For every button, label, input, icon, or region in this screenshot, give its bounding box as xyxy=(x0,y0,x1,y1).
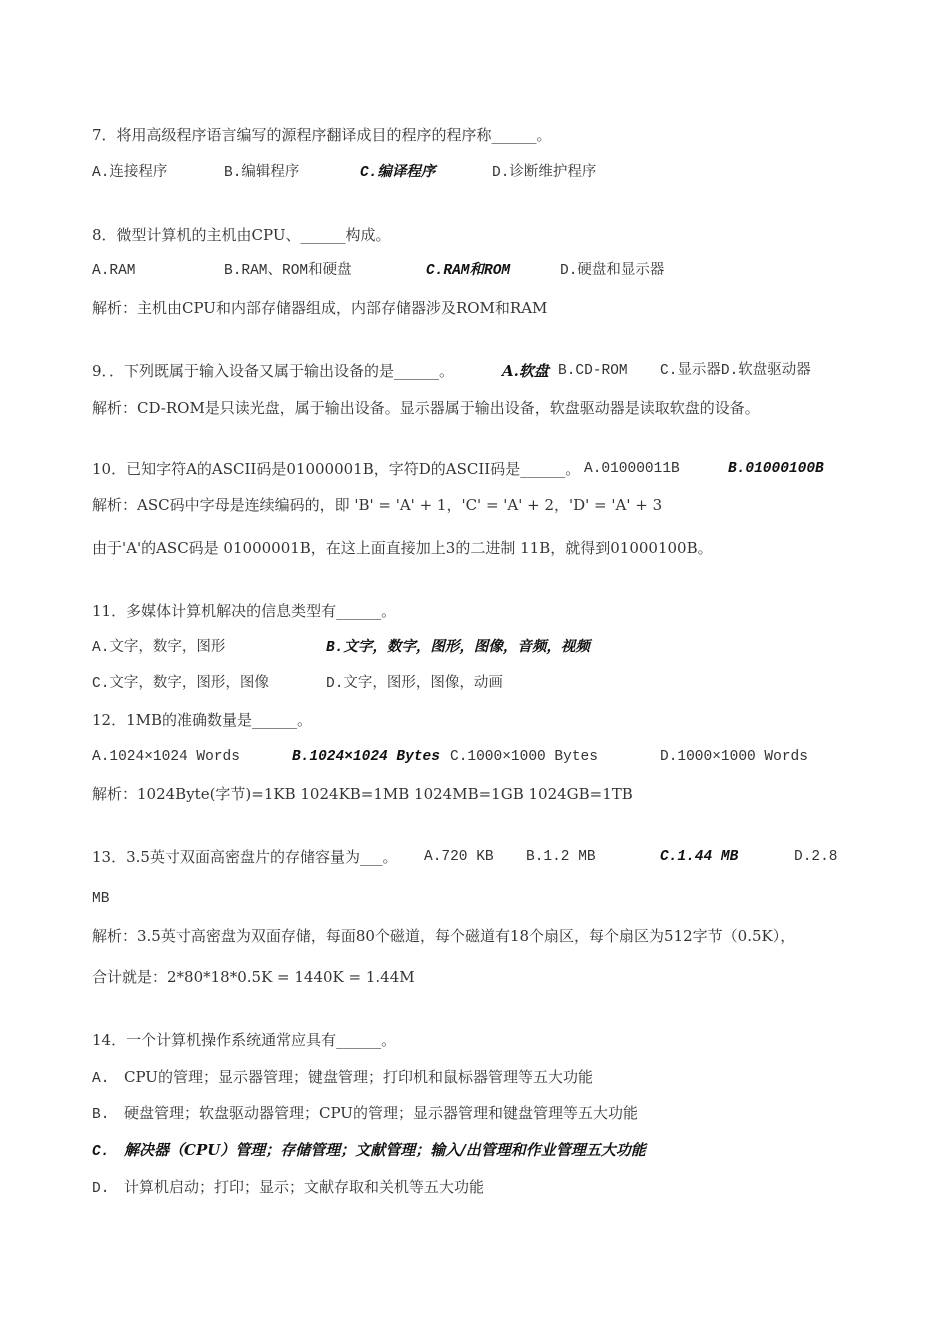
option-letter: C. xyxy=(92,1144,110,1160)
option-c: C.文字，数字，图形，图像 xyxy=(92,676,269,692)
question-8: 8．微型计算机的主机由CPU、______构成。 xyxy=(92,226,391,244)
question-text: 10．已知字符A的ASCII码是01000001B，字符D的ASCII码是______。 xyxy=(92,460,581,478)
question-9-analysis: 解析：CD-ROM是只读光盘，属于输出设备。显示器属于输出设备，软盘驱动器是读取软盘的设备。 xyxy=(92,399,760,417)
option-b: B.编辑程序 xyxy=(224,165,300,181)
question-13-analysis-1: 解析：3.5英寸高密盘为双面存储，每面80个磁道，每个磁道有18个扇区，每个扇区为512字节（0.5K）， xyxy=(92,927,796,945)
option-a: A.720 KB xyxy=(424,849,494,865)
question-7: 7．将用高级程序语言编写的源程序翻译成目的程序的程序称______。 xyxy=(92,126,552,144)
question-13 xyxy=(92,847,892,867)
correct-answer: C.1.44 MB xyxy=(660,849,739,865)
option-text: 计算机启动；打印；显示；文献存取和关机等五大功能 xyxy=(124,1178,485,1196)
question-14-option-b xyxy=(92,1103,892,1125)
option-letter: A. xyxy=(92,1071,110,1087)
correct-answer: B.1024×1024 Bytes xyxy=(292,749,440,765)
question-10-analysis-1: 解析：ASC码中字母是连续编码的，即 'B' = 'A' + 1，'C' = 'A' + 2，'D' = 'A' + 3 xyxy=(92,496,663,514)
option-a: A.1024×1024 Words xyxy=(92,749,240,765)
option-b: B.1.2 MB xyxy=(526,849,596,865)
option-a: A.文字，数字，图形 xyxy=(92,640,226,656)
option-d-continued: MB xyxy=(92,891,110,907)
correct-answer: A.软盘 xyxy=(502,362,549,380)
option-letter: B. xyxy=(92,1107,110,1123)
question-14: 14．一个计算机操作系统通常应具有______。 xyxy=(92,1031,397,1049)
option-letter: D. xyxy=(92,1181,110,1197)
question-10-analysis-2: 由于'A'的ASC码是 01000001B，在这上面直接加上3的二进制 11B，就得到01000100B。 xyxy=(92,539,713,557)
option-d: D.1000×1000 Words xyxy=(660,749,808,765)
question-12-analysis: 解析：1024Byte(字节)=1KB 1024KB=1MB 1024MB=1GB 1024GB=1TB xyxy=(92,785,633,803)
option-b: B.CD-ROM xyxy=(558,363,628,379)
correct-answer: C.RAM和ROM xyxy=(426,263,511,279)
question-9 xyxy=(92,361,892,381)
option-d: D.硬盘和显示器 xyxy=(560,263,665,279)
question-14-option-d xyxy=(92,1177,892,1199)
option-text: 解决器（CPU）管理；存储管理；文献管理；输入/出管理和作业管理五大功能 xyxy=(124,1141,646,1159)
option-d: D.文字，图形，图像，动画 xyxy=(326,676,503,692)
option-text: 硬盘管理；软盘驱动器管理；CPU的管理；显示器管理和键盘管理等五大功能 xyxy=(124,1104,638,1122)
correct-answer: B.01000100B xyxy=(728,461,824,477)
question-11: 11．多媒体计算机解决的信息类型有______。 xyxy=(92,602,397,620)
option-d: D.诊断维护程序 xyxy=(492,165,597,181)
question-10 xyxy=(92,459,892,479)
option-text: CPU的管理；显示器管理；键盘管理；打印机和鼠标器管理等五大功能 xyxy=(124,1068,593,1086)
option-b: B.RAM、ROM和硬盘 xyxy=(224,263,352,279)
correct-answer: B.文字，数字，图形，图像，音频，视频 xyxy=(326,640,590,656)
option-c: C.1000×1000 Bytes xyxy=(450,749,598,765)
question-text: 9．．下列既属于输入设备又属于输出设备的是______。 xyxy=(92,362,455,380)
question-14-option-a xyxy=(92,1067,892,1089)
option-a: A.RAM xyxy=(92,263,136,279)
question-12: 12．1MB的准确数量是______。 xyxy=(92,711,313,729)
option-d: D.2.8 xyxy=(794,849,838,865)
question-13-analysis-2: 合计就是：2*80*18*0.5K = 1440K = 1.44M xyxy=(92,968,415,986)
option-a: A.01000011B xyxy=(584,461,680,477)
question-text: 13．3.5英寸双面高密盘片的存储容量为___。 xyxy=(92,848,398,866)
option-a: A.连接程序 xyxy=(92,165,168,181)
question-8-analysis: 解析：主机由CPU和内部存储器组成，内部存储器涉及ROM和RAM xyxy=(92,299,548,317)
question-14-option-c-correct xyxy=(92,1140,892,1162)
option-c-d: C.显示器D.软盘驱动器 xyxy=(660,363,811,379)
correct-answer: C.编译程序 xyxy=(360,165,436,181)
